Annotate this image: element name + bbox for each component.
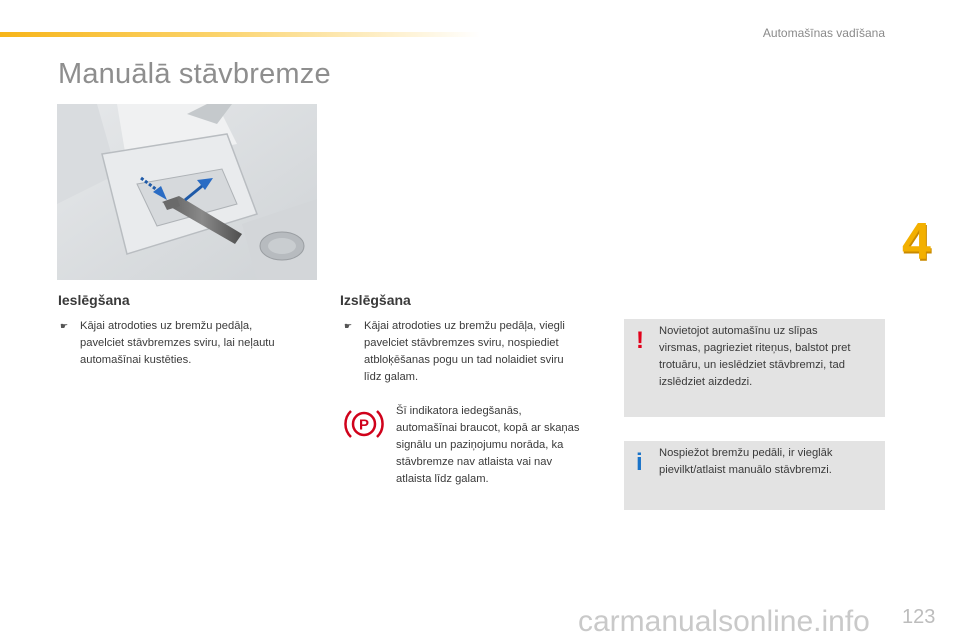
text-line: trotuāru, un ieslēdziet stāvbremzi, tad xyxy=(659,359,845,371)
text-line: automašīnai kustēties. xyxy=(80,354,192,366)
watermark: carmanualsonline.info xyxy=(578,605,870,638)
text-line: līdz galam. xyxy=(364,371,419,383)
info-icon: i xyxy=(636,449,643,476)
text-line: pievilkt/atlaist manuālo stāvbremzi. xyxy=(659,464,832,476)
text-line: signālu un paziņojumu norāda, ka xyxy=(396,439,564,451)
header-accent-bar xyxy=(0,32,480,37)
section-header: Automašīnas vadīšana xyxy=(762,26,885,40)
warning-note xyxy=(624,319,885,417)
indicator-symbol: P xyxy=(358,416,370,434)
text-line: Nospiežot bremžu pedāli, ir vieglāk xyxy=(659,447,833,459)
warning-text xyxy=(659,323,881,391)
text-line: pavelciet stāvbremzes sviru, nospiediet xyxy=(364,337,559,349)
text-line: automašīnai braucot, kopā ar skaņas xyxy=(396,422,580,434)
text-line: virsmas, pagrieziet riteņus, balstot pret xyxy=(659,342,851,354)
bullet-hand-icon: ☛ xyxy=(60,321,69,331)
text-line: Kājai atrodoties uz bremžu pedāļa, viegli xyxy=(364,320,565,332)
indicator-description xyxy=(396,403,606,488)
engage-title: Ieslēgšana xyxy=(58,292,130,308)
page-title: Manuālā stāvbremze xyxy=(58,58,331,90)
parking-brake-illustration xyxy=(57,104,317,280)
page-number: 123 xyxy=(902,606,936,628)
parking-brake-warning-icon xyxy=(344,407,384,441)
engage-instruction xyxy=(60,318,320,369)
text-line: Novietojot automašīnu uz slīpas xyxy=(659,325,818,337)
bullet-hand-icon: ☛ xyxy=(344,321,353,331)
chapter-number: 4 xyxy=(902,213,931,271)
text-line: pavelciet stāvbremzes sviru, lai neļautu xyxy=(80,337,275,349)
text-line: atbloķēšanas pogu un tad nolaidiet sviru xyxy=(364,354,564,366)
text-line: atlaista līdz galam. xyxy=(396,473,489,485)
text-line: Kājai atrodoties uz bremžu pedāļa, xyxy=(80,320,253,332)
text-line: Šī indikatora iedegšanās, xyxy=(396,405,522,417)
text-line: stāvbremze nav atlaista vai nav xyxy=(396,456,553,468)
release-instruction xyxy=(344,318,609,386)
release-title: Izslēgšana xyxy=(340,292,411,308)
info-text xyxy=(659,445,881,479)
warning-icon: ! xyxy=(636,327,644,354)
text-line: izslēdziet aizdedzi. xyxy=(659,376,753,388)
info-note xyxy=(624,441,885,510)
